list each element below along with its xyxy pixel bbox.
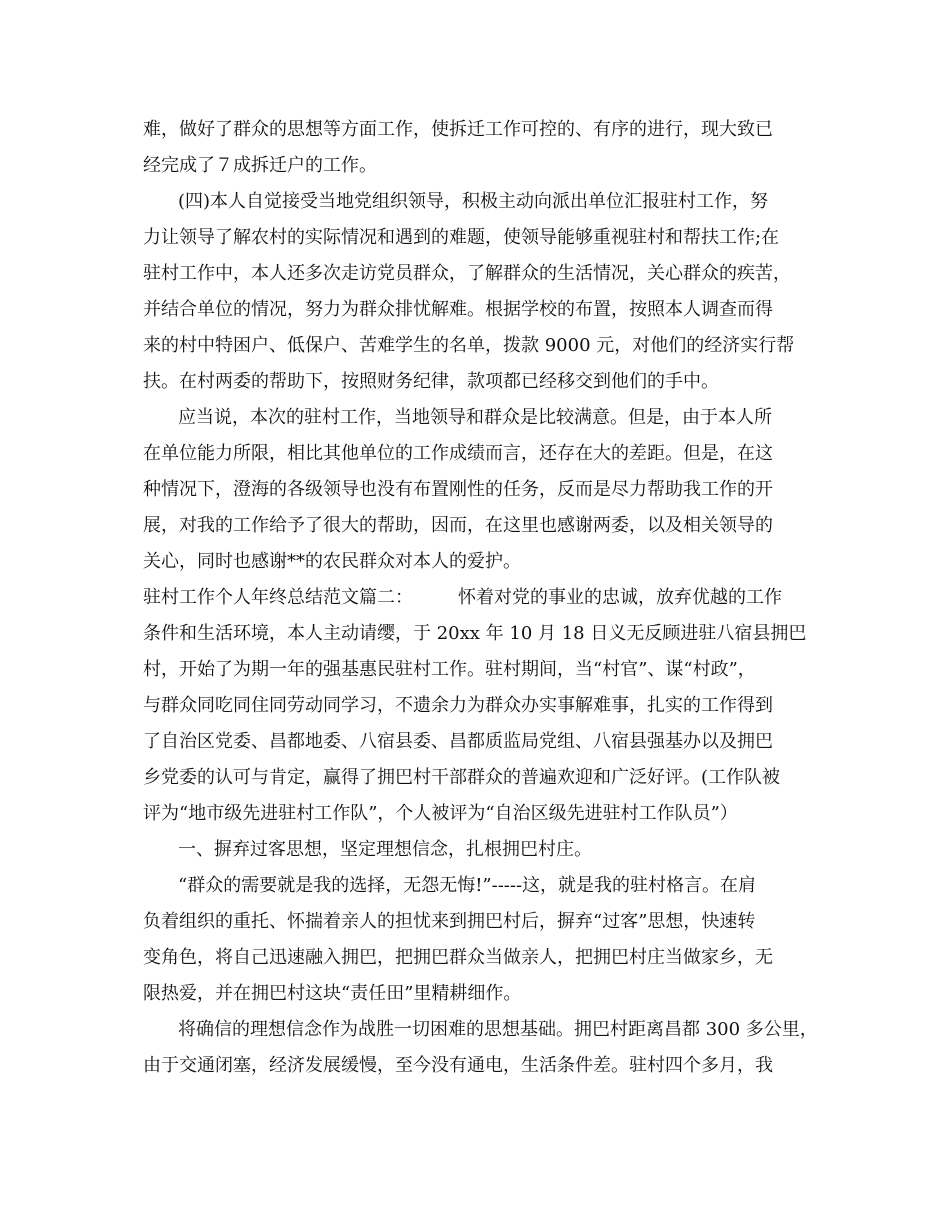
text-line: 来的村中特困户、低保户、苦难学生的名单，拨款 9000 元，对他们的经济实行帮 (143, 335, 795, 356)
text-line: 了自治区党委、昌都地委、八宿县委、昌都质监局党组、八宿县强基办以及拥巴 (143, 731, 773, 752)
text-line: 限热爱，并在拥巴村这块“责任田”里精耕细作。 (143, 983, 522, 1004)
text-line: 条件和生活环境，本人主动请缨，于 20xx 年 10 月 18 日义无反顾进驻八宿县拥巴 (143, 623, 807, 644)
text-line: (四)本人自觉接受当地党组织领导，积极主动向派出单位汇报驻村工作，努 (178, 191, 769, 212)
text-line: 难，做好了群众的思想等方面工作，使拆迁工作可控的、有序的进行，现大致已 (143, 119, 773, 140)
text-line: 关心，同时也感谢**的农民群众对本人的爱护。 (143, 551, 521, 572)
section-heading-line: 驻村工作个人年终总结范文篇二： 怀着对党的事业的忠诚，放弃优越的工作 (143, 587, 782, 608)
text-line: 村，开始了为期一年的强基惠民驻村工作。驻村期间，当“村官”、谋“村政”， (143, 659, 756, 680)
text-line: 在单位能力所限，相比其他单位的工作成绩而言，还存在大的差距。但是，在这 (143, 443, 773, 464)
text-line: 将确信的理想信念作为战胜一切困难的思想基础。拥巴村距离昌都 300 多公里， (178, 1019, 818, 1040)
text-line: 力让领导了解农村的实际情况和遇到的难题，使领导能够重视驻村和帮扶工作;在 (143, 227, 780, 248)
text-line: 扶。在村两委的帮助下，按照财务纪律，款项都已经移交到他们的手中。 (143, 371, 719, 392)
subheading-line: 一、摒弃过客思想，坚定理想信念，扎根拥巴村庄。 (178, 839, 592, 860)
text-line: 变角色，将自己迅速融入拥巴，把拥巴群众当做亲人，把拥巴村庄当做家乡，无 (143, 947, 773, 968)
text-line: 乡党委的认可与肯定，赢得了拥巴村干部群众的普遍欢迎和广泛好评。(工作队被 (143, 767, 781, 788)
text-line: 负着组织的重托、怀揣着亲人的担忧来到拥巴村后，摒弃“过客”思想，快速转 (143, 911, 756, 932)
text-line: 并结合单位的情况，努力为群众排忧解难。根据学校的布置，按照本人调查而得 (143, 299, 773, 320)
text-line: “群众的需要就是我的选择，无怨无悔!”-----这，就是我的驻村格言。在肩 (178, 875, 757, 896)
text-line: 应当说，本次的驻村工作，当地领导和群众是比较满意。但是，由于本人所 (178, 407, 772, 428)
text-line: 经完成了７成拆迁户的工作。 (143, 155, 377, 176)
text-line: 由于交通闭塞，经济发展缓慢，至今没有通电，生活条件差。驻村四个多月，我 (143, 1055, 773, 1076)
text-line: 与群众同吃同住同劳动同学习，不遗余力为群众办实事解难事，扎实的工作得到 (143, 695, 773, 716)
text-line: 展，对我的工作给予了很大的帮助，因而，在这里也感谢两委，以及相关领导的 (143, 515, 773, 536)
text-line: 种情况下，澄海的各级领导也没有布置刚性的任务，反而是尽力帮助我工作的开 (143, 479, 773, 500)
text-line: 驻村工作中，本人还多次走访党员群众，了解群众的生活情况，关心群众的疾苦， (143, 263, 791, 284)
text-line: 评为“地市级先进驻村工作队”，个人被评为“自治区级先进驻村工作队员”） (143, 803, 738, 824)
